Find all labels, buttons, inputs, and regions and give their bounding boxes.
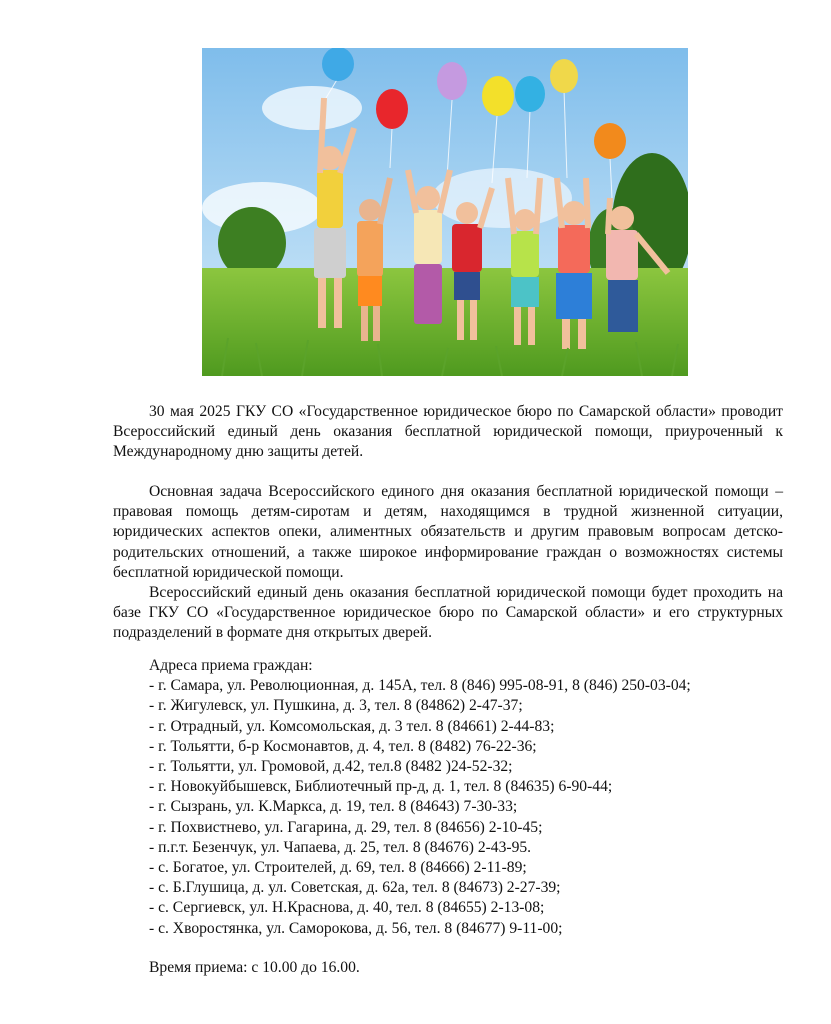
balloon — [437, 62, 467, 100]
cloud — [432, 168, 572, 228]
balloon — [594, 123, 626, 159]
address-item: - с. Богатое, ул. Строителей, д. 69, тел. 8 (84666) 2-11-89; — [149, 859, 527, 877]
address-item: - с. Сергиевск, ул. Н.Краснова, д. 40, тел. 8 (84655) 2-13-08; — [149, 899, 545, 917]
address-item: - с. Хворостянка, ул. Саморокова, д. 56, тел. 8 (84677) 9-11-00; — [149, 919, 563, 937]
balloon — [322, 48, 354, 81]
photo-illustration — [202, 48, 688, 376]
balloon — [550, 59, 578, 93]
address-item: - г. Тольятти, ул. Громовой, д.42, тел.8 (8482 )24-52-32; — [149, 758, 513, 776]
paragraph-venue: Всероссийский единый день оказания бесплатной юридической помощи будет проходить на базе ГКУ СО «Государственное юридическое бюро по Самарской области» и его структурных подразделений в формате дня открытых дверей. — [113, 584, 783, 642]
balloon — [515, 76, 545, 112]
address-item: - г. Сызрань, ул. К.Маркса, д. 19, тел. 8 (84643) 7-30-33; — [149, 798, 518, 816]
address-list-heading: Адреса приема граждан: — [149, 657, 313, 674]
address-item: - г. Похвистнево, ул. Гагарина, д. 29, тел. 8 (84656) 2-10-45; — [149, 818, 543, 836]
address-item: - г. Самара, ул. Революционная, д. 145А, тел. 8 (846) 995-08-91, 8 (846) 250-03-04; — [149, 677, 691, 695]
cloud — [262, 86, 362, 130]
balloon — [482, 76, 514, 116]
address-item: - п.г.т. Безенчук, ул. Чапаева, д. 25, тел. 8 (84676) 2-43-95. — [149, 838, 532, 856]
address-item: - г. Тольятти, б-р Космонавтов, д. 4, тел. 8 (8482) 76-22-36; — [149, 737, 537, 755]
address-list — [149, 656, 789, 939]
address-item: - г. Жигулевск, ул. Пушкина, д. 3, тел. 8 (84862) 2-47-37; — [149, 697, 523, 715]
children-balloons-photo — [202, 48, 688, 376]
address-item: - г. Отрадный, ул. Комсомольская, д. 3 тел. 8 (84661) 2-44-83; — [149, 717, 555, 735]
reception-hours: Время приема: с 10.00 до 16.00. — [149, 959, 360, 976]
balloon — [376, 89, 408, 129]
address-item: - г. Новокуйбышевск, Библиотечный пр-д, д. 1, тел. 8 (84635) 6-90-44; — [149, 778, 613, 796]
address-item: - с. Б.Глушица, д. ул. Советская, д. 62а, тел. 8 (84673) 2-27-39; — [149, 879, 561, 897]
paragraph-main-task: Основная задача Всероссийского единого дня оказания бесплатной юридической помощи – правовая помощь детям-сиротам и детям, находящимся в трудной жизненной ситуации, юридических аспектов опеки, алиментных обязательств и другим правовым вопросам детско-родительских отношений, а также широкое информирование граждан о возможностях системы бесплатной юридической помощи. — [113, 483, 783, 581]
paragraph-intro: 30 мая 2025 ГКУ СО «Государственное юридическое бюро по Самарской области» проводит Всероссийский единый день оказания бесплатной юридической помощи, приуроченный к Международному дню защиты детей. — [113, 403, 783, 461]
